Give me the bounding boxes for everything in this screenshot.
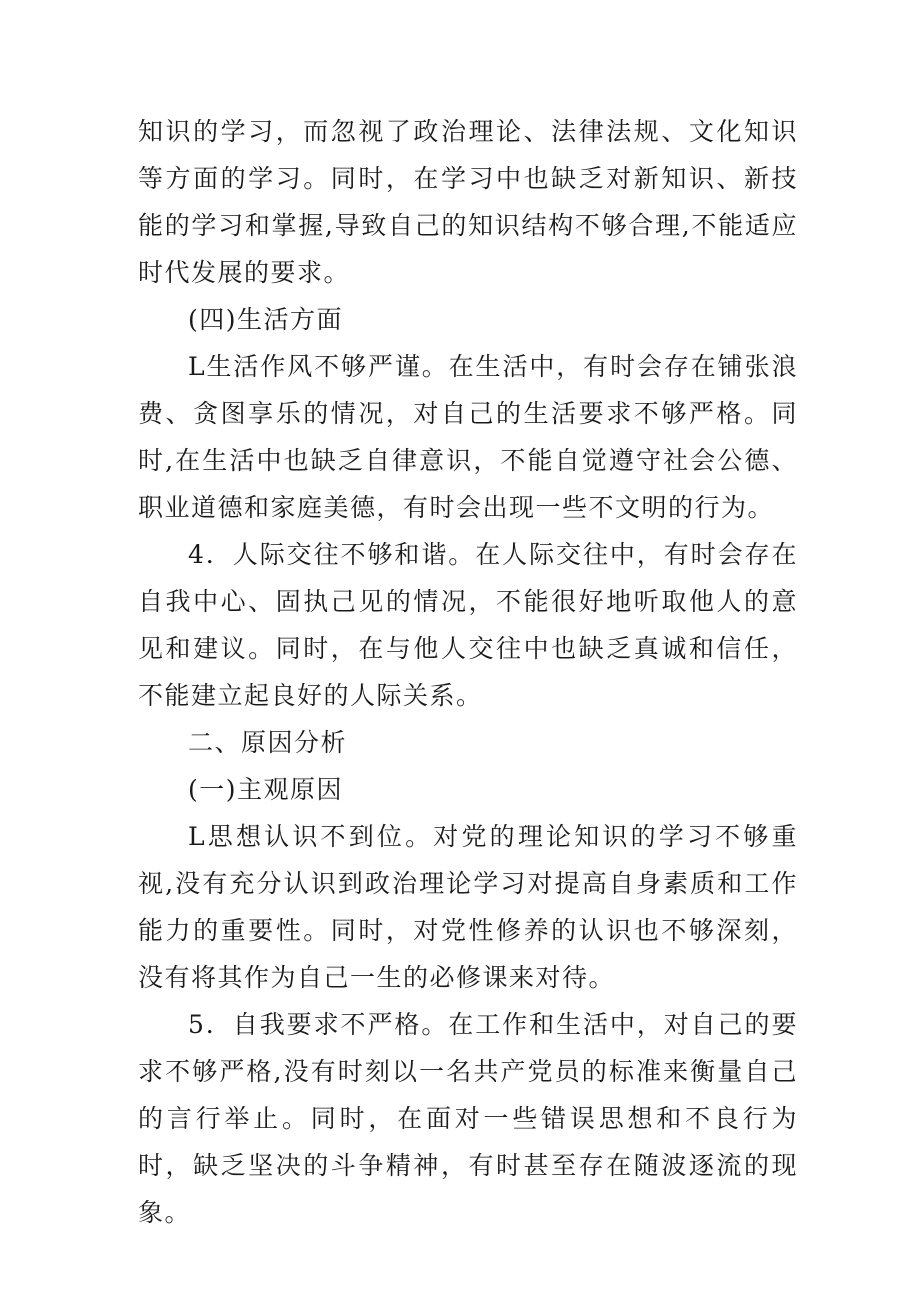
paragraph-ideological-awareness: L思想认识不到位。对党的理论知识的学习不够重视,没有充分认识到政治理论学习对提高自身素质和工作能力的重要性。同时，对党性修养的认识也不够深刻，没有将其作为自己一生的必修课来对待。 [138, 822, 798, 992]
section-heading-subjective-causes: (一)主观原因 [188, 775, 344, 804]
section-heading-life: (四)生活方面 [188, 305, 344, 334]
paragraph-life-style: L生活作风不够严谨。在生活中，有时会存在铺张浪费、贪图享乐的情况，对自己的生活要求不够严格。同时,在生活中也缺乏自律意识，不能自觉遵守社会公德、职业道德和家庭美德，有时会出现一些不文明的行为。 [138, 352, 798, 522]
paragraph-continued: 知识的学习，而忽视了政治理论、法律法规、文化知识等方面的学习。同时，在学习中也缺乏对新知识、新技能的学习和掌握,导致自己的知识结构不够合理,不能适应时代发展的要求。 [138, 117, 798, 287]
paragraph-self-requirement: 5．自我要求不严格。在工作和生活中，对自己的要求不够严格,没有时刻以一名共产党员的标准来衡量自己的言行举止。同时，在面对一些错误思想和不良行为时，缺乏坚决的斗争精神，有时甚至存在随波逐流的现象。 [138, 1010, 798, 1227]
section-heading-cause-analysis: 二、原因分析 [188, 728, 348, 757]
document-body [138, 108, 798, 1236]
paragraph-interpersonal: 4．人际交往不够和谐。在人际交往中，有时会存在自我中心、固执己见的情况，不能很好地听取他人的意见和建议。同时，在与他人交往中也缺乏真诚和信任，不能建立起良好的人际关系。 [138, 540, 798, 710]
